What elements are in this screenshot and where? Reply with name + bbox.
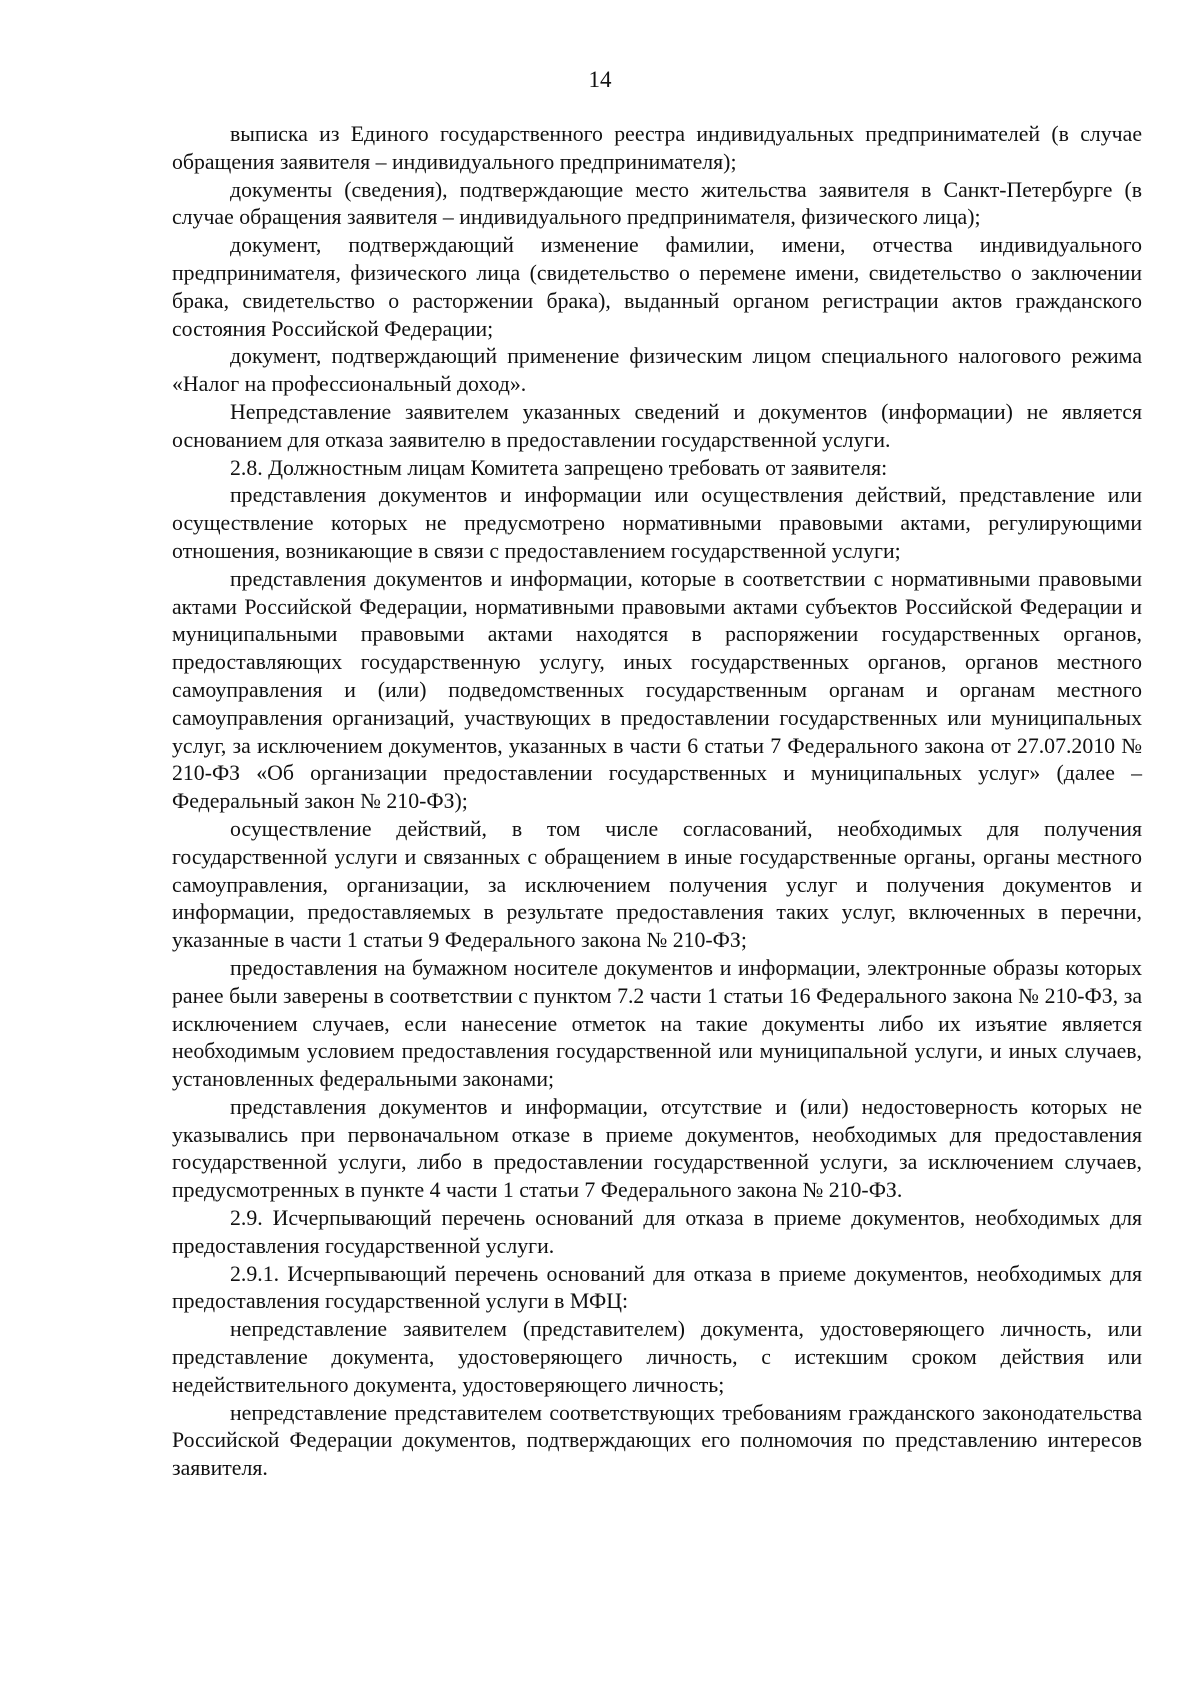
paragraph-initial-refusal: представления документов и информации, отсутствие и (или) недостоверность которых не указывались при первоначальном отказе в приеме документов, необходимых для предоставления государственной услуги, либо в предоставлении государственной услуги, за исключением случаев, предусмотренных в пункте 4 части 1 статьи 7 Федерального закона № 210-ФЗ.	[172, 1094, 1142, 1203]
paragraph-representative-authority: непредставление представителем соответствующих требованиям гражданского законодательства Российской Федерации документов, подтверждающих его полномочия по представлению интересов заявителя.	[172, 1400, 1142, 1481]
page-number: 14	[588, 67, 612, 92]
paragraph-section-2-9: 2.9. Исчерпывающий перечень оснований для отказа в приеме документов, необходимых для предоставления государственной услуги.	[172, 1206, 1142, 1258]
paragraph-identity-document: непредставление заявителем (представителем) документа, удостоверяющего личность, или представление документа, удостоверяющего личность, с истекшим сроком действия или недействительного документа, удостоверяющего личность;	[172, 1317, 1142, 1397]
paragraph-residence-documents: документы (сведения), подтверждающие место жительства заявителя в Санкт-Петербурге (в случае обращения заявителя – индивидуального предпринимателя, физического лица);	[172, 177, 1142, 230]
paragraph-section-2-8: 2.8. Должностным лицам Комитета запрещено требовать от заявителя:	[230, 455, 888, 480]
paragraph-non-submission-note: Непредставление заявителем указанных сведений и документов (информации) не является основанием для отказа заявителю в предоставлении государственной услуги.	[172, 399, 1142, 452]
paragraph-egrip-extract: выписка из Единого государственного реестра индивидуальных предпринимателей (в случае обращения заявителя – индивидуального предпринимателя);	[172, 122, 1142, 174]
paragraph-tax-regime-document: документ, подтверждающий применение физическим лицом специального налогового режима «Налог на профессиональный доход».	[172, 344, 1142, 397]
paragraph-prohibited-documents: представления документов и информации, которые в соответствии с нормативными правовыми актами Российской Федерации, нормативными правовыми актами субъектов Российской Федерации и муниципальными правовыми актами находятся в распоряжении государственных органов, предоставляющих государственную услугу, иных государственных органов, органов местного самоуправления и (или) подведомственных государственным органам и органам местного самоуправления организаций, участвующих в предоставлении государственных или муниципальных услуг, за исключением документов, указанных в части 6 статьи 7 Федерального закона от 27.07.2010 № 210-ФЗ «Об организации предоставлении государственных и муниципальных услуг» (далее – Федеральный закон № 210-ФЗ);	[172, 566, 1142, 814]
paragraph-prohibited-approvals: осуществление действий, в том числе согласований, необходимых для получения государственной услуги и связанных с обращением в иные государственные органы, органы местного самоуправления, организации, за исключением получения услуг и получения документов и информации, предоставляемых в результате предоставления таких услуг, включенных в перечни, указанные в части 1 статьи 9 Федерального закона № 210-ФЗ;	[172, 816, 1142, 953]
document-body	[172, 121, 1142, 1483]
paragraph-name-change-document: документ, подтверждающий изменение фамилии, имени, отчества индивидуального предпринимателя, физического лица (свидетельство о перемене имени, свидетельство о заключении брака, свидетельство о расторжении брака), выданный органом регистрации актов гражданского состояния Российской Федерации;	[172, 233, 1142, 341]
paragraph-section-2-9-1: 2.9.1. Исчерпывающий перечень оснований для отказа в приеме документов, необходимых для предоставления государственной услуги в МФЦ:	[172, 1261, 1142, 1314]
paragraph-prohibited-actions: представления документов и информации или осуществления действий, представление или осуществление которых не предусмотрено нормативными правовыми актами, регулирующими отношения, возникающие в связи с предоставлением государственной услуги;	[172, 483, 1142, 563]
paragraph-paper-copies: предоставления на бумажном носителе документов и информации, электронные образы которых ранее были заверены в соответствии с пунктом 7.2 части 1 статьи 16 Федерального закона № 210-ФЗ, за исключением случаев, если нанесение отметок на такие документы либо их изъятие является необходимым условием предоставления государственной или муниципальной услуги, и иных случаев, установленных федеральными законами;	[172, 955, 1142, 1092]
